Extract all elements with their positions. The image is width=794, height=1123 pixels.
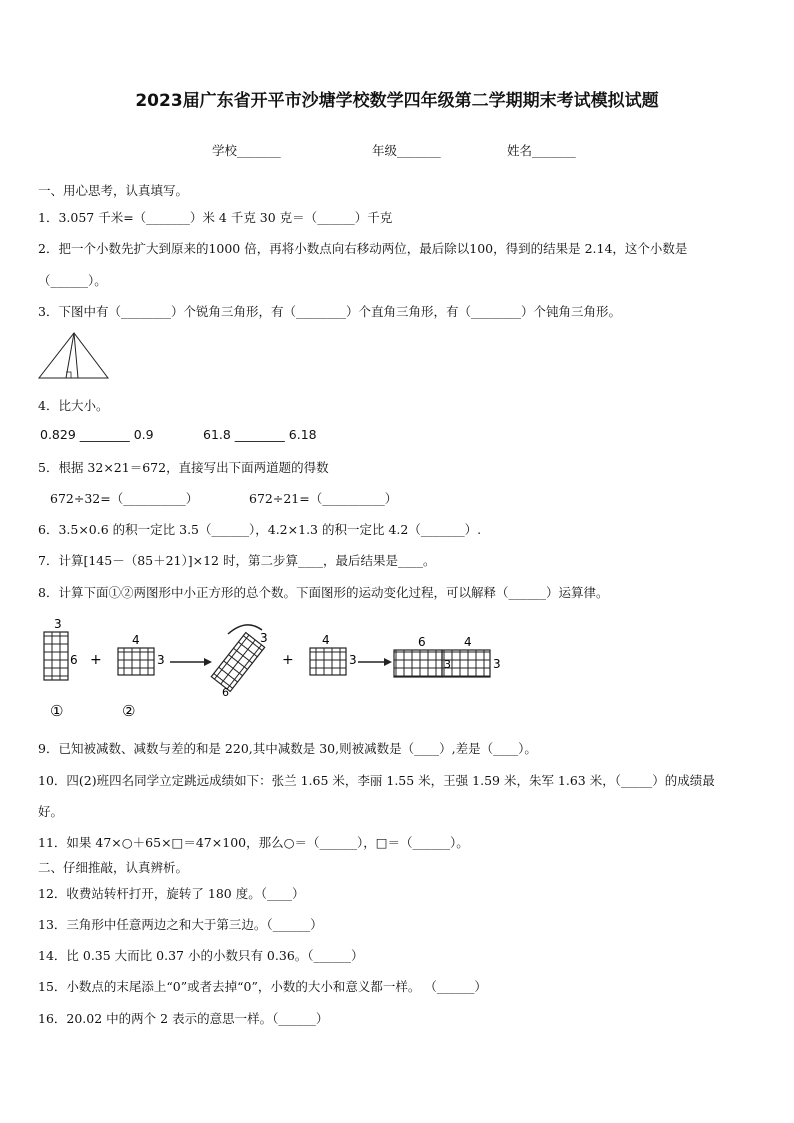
question-16: 16．20.02 中的两个 2 表示的意思一样。（______） (38, 1011, 329, 1026)
label-3b: 3 (157, 653, 165, 667)
plus-sign: + (90, 652, 102, 668)
question-4b: 61.8 ________ 6.18 (203, 427, 317, 442)
label-circle-2: ② (122, 702, 136, 720)
label-4c: 4 (464, 635, 472, 649)
label-3d: 3 (349, 653, 357, 667)
grid-figure-2b (310, 648, 346, 675)
name-field: 姓名_______ (507, 143, 576, 158)
question-2-cont: （______）。 (38, 273, 107, 288)
label-3: 3 (54, 617, 62, 631)
label-6: 6 (70, 653, 78, 667)
grid-figure-2 (118, 648, 154, 675)
rotated-grid (211, 633, 264, 692)
school-field: 学校_______ (212, 143, 281, 158)
question-13: 13．三角形中任意两边之和大于第三边。（______） (38, 917, 323, 932)
label-4b: 4 (322, 633, 330, 647)
question-5b: 672÷21=（__________） (249, 491, 398, 506)
grid-combined-left (394, 650, 442, 677)
question-9: 9．已知被减数、减数与差的和是 220,其中减数是 30,则被减数是（____）,差是（____）。 (38, 741, 537, 756)
question-7: 7．计算[145－（85＋21）]×12 时，第二步算____，最后结果是____。 (38, 553, 436, 568)
triangle-figure (36, 330, 112, 382)
label-6c: 6 (418, 635, 426, 649)
question-4a: 0.829 ________ 0.9 (40, 427, 154, 442)
label-3c: 3 (260, 631, 268, 645)
shape-motion-figure (36, 612, 506, 724)
label-6b: 6 (222, 686, 229, 699)
question-10-cont: 好。 (38, 804, 64, 819)
question-6: 6．3.5×0.6 的积一定比 3.5（______），4.2×1.3 的积一定比 4.2（_______）. (38, 522, 482, 537)
question-10: 10．四(2)班四名同学立定跳远成绩如下：张兰 1.65 米，李丽 1.55 米，王强 1.59 米，朱军 1.63 米，（_____）的成绩最 (38, 773, 715, 788)
question-15: 15．小数点的末尾添上“0”或者去掉“0”，小数的大小和意义都一样。 （______） (38, 979, 487, 994)
question-3: 3．下图中有（________）个锐角三角形，有（________）个直角三角形，有（________）个钝角三角形。 (38, 304, 621, 319)
label-3f: 3 (493, 657, 501, 671)
page-title: 2023届广东省开平市沙塘学校数学四年级第二学期期末考试模拟试题 (135, 91, 659, 111)
question-5a: 672÷32=（__________） (50, 491, 199, 506)
question-5: 5．根据 32×21＝672，直接写出下面两道题的得数 (38, 460, 329, 475)
question-14: 14．比 0.35 大而比 0.37 小的小数只有 0.36。（______） (38, 948, 364, 963)
plus-sign-2: + (282, 652, 294, 668)
label-4: 4 (132, 633, 140, 647)
section-2-heading: 二、仔细推敲，认真辨析。 (38, 860, 189, 875)
grade-field: 年级_______ (372, 143, 441, 158)
question-1: 1．3.057 千米=（_______）米 4 千克 30 克＝（______）千克 (38, 210, 393, 225)
question-8: 8．计算下面①②两图形中小正方形的总个数。下面图形的运动变化过程，可以解释（______）运算律。 (38, 585, 609, 600)
question-4: 4．比大小。 (38, 398, 109, 413)
question-12: 12．收费站转杆打开，旋转了 180 度。（____） (38, 886, 305, 901)
label-3e: 3 (444, 658, 451, 671)
label-circle-1: ① (50, 702, 64, 720)
grid-figure-1 (44, 632, 68, 680)
question-11: 11．如果 47×○＋65×□＝47×100，那么○＝（______），□＝（______）。 (38, 835, 469, 850)
question-2: 2．把一个小数先扩大到原来的1000 倍，再将小数点向右移动两位，最后除以100，得到的结果是 2.14，这个小数是 (38, 241, 688, 256)
section-1-heading: 一、用心思考，认真填写。 (38, 183, 189, 198)
